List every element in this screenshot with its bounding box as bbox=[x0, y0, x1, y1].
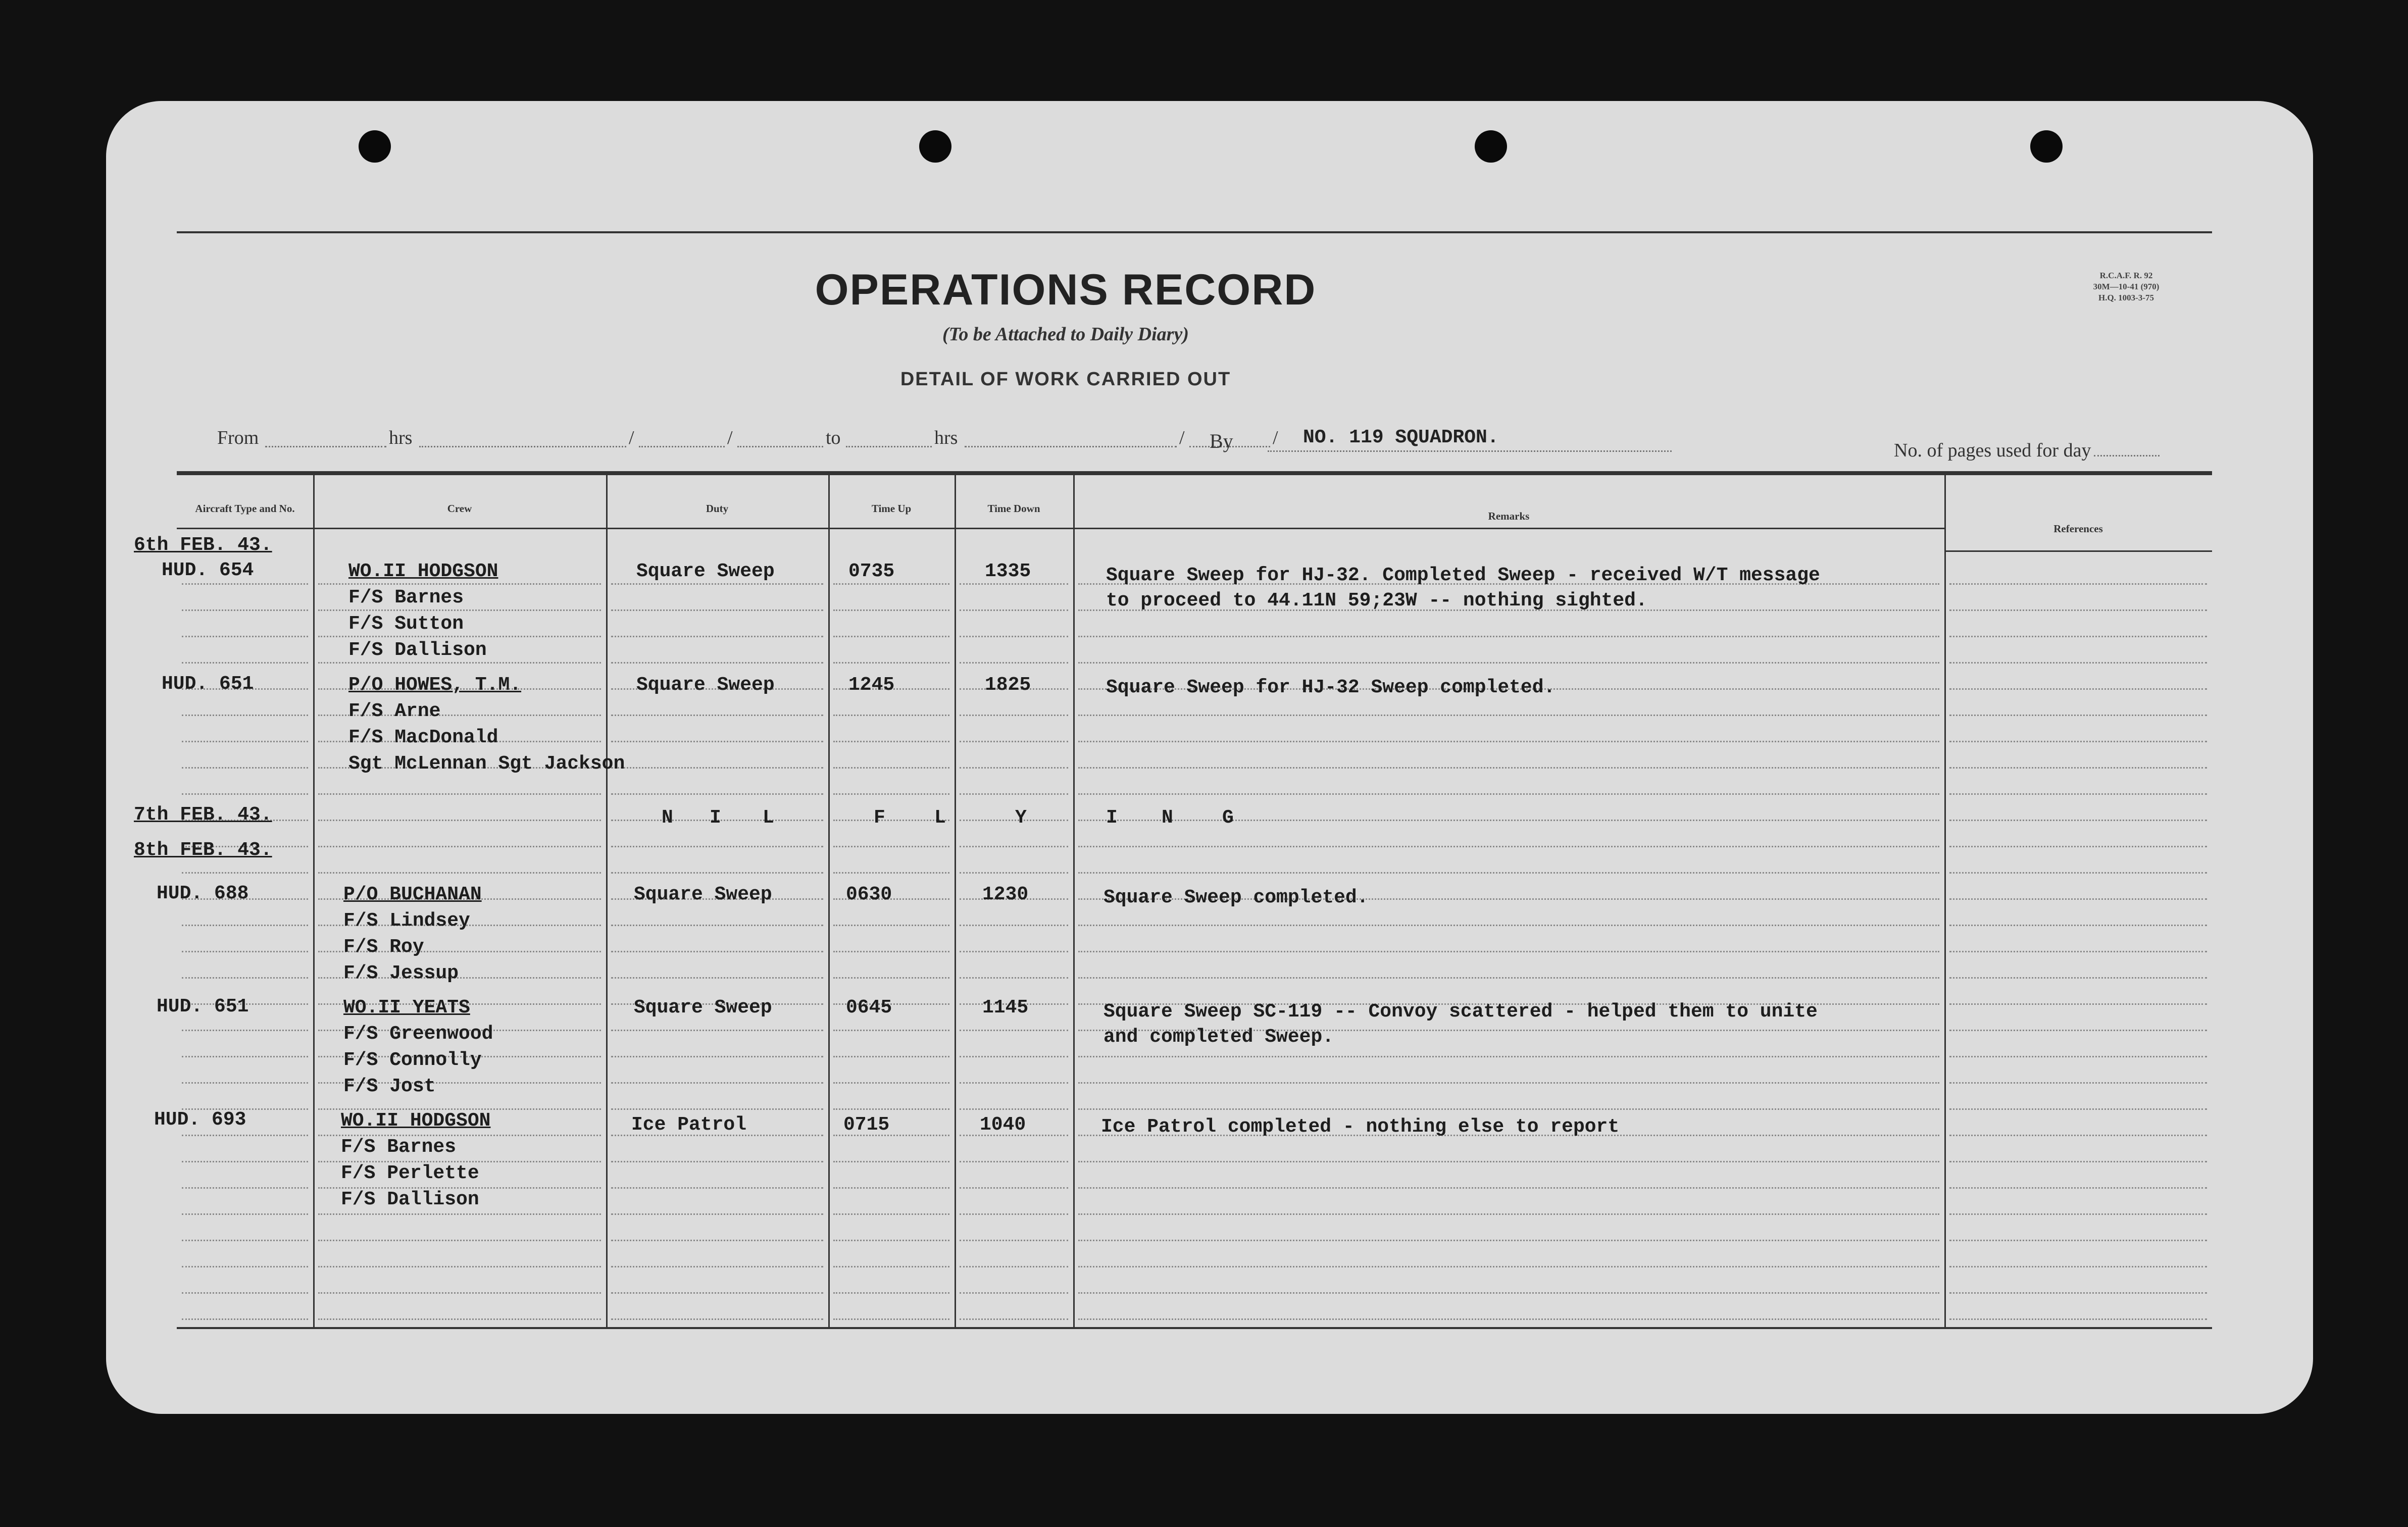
ruled-line bbox=[611, 1292, 823, 1294]
ruled-line bbox=[1078, 1108, 1939, 1110]
crew-member: F/S MacDonald bbox=[348, 727, 498, 748]
ruled-line bbox=[318, 1213, 601, 1215]
punch-hole-1 bbox=[359, 130, 391, 163]
ruled-line bbox=[1078, 715, 1939, 716]
ruled-line bbox=[833, 820, 949, 821]
ruled-line bbox=[1949, 1161, 2207, 1162]
ruled-line bbox=[1078, 636, 1939, 637]
ruled-line bbox=[182, 793, 308, 795]
ruled-line bbox=[960, 1082, 1068, 1084]
ruled-line bbox=[833, 1318, 949, 1320]
time-down: 1230 bbox=[982, 884, 1029, 905]
ruled-line bbox=[182, 1266, 308, 1267]
ruled-line bbox=[611, 793, 823, 795]
ruled-line bbox=[182, 925, 308, 926]
ruled-line bbox=[833, 846, 949, 847]
form-code bbox=[2025, 270, 2227, 303]
ruled-line bbox=[1949, 1135, 2207, 1136]
ruled-line bbox=[960, 1187, 1068, 1189]
date-slash: / bbox=[629, 427, 634, 448]
ruled-line bbox=[611, 662, 823, 664]
nil-flying-letter: L bbox=[934, 807, 946, 829]
time-down: 1145 bbox=[982, 997, 1029, 1019]
ruled-line bbox=[611, 1240, 823, 1241]
col-head-time-down: Time Down bbox=[987, 502, 1040, 515]
ruled-line bbox=[1949, 898, 2207, 900]
punch-hole-3 bbox=[1475, 130, 1507, 163]
ruled-line bbox=[318, 793, 601, 795]
ruled-line bbox=[611, 609, 823, 611]
remarks-line: Square Sweep SC-119 -- Convoy scattered - helped them to unite bbox=[1103, 1001, 1818, 1023]
ruled-line bbox=[182, 1318, 308, 1320]
ruled-line bbox=[960, 715, 1068, 716]
nil-flying-letter: F bbox=[874, 807, 885, 829]
crew-member: F/S Perlette bbox=[341, 1162, 479, 1184]
ruled-line bbox=[1078, 1187, 1939, 1189]
crew-member: F/S Arne bbox=[348, 700, 441, 722]
ruled-line bbox=[1078, 741, 1939, 742]
ruled-line bbox=[182, 1187, 308, 1189]
ruled-line bbox=[611, 1056, 823, 1057]
ruled-line bbox=[182, 741, 308, 742]
punch-hole-2 bbox=[919, 130, 951, 163]
ruled-line bbox=[833, 872, 949, 874]
time-down: 1335 bbox=[985, 561, 1031, 582]
ruled-line bbox=[833, 1082, 949, 1084]
ruled-line bbox=[1078, 1161, 1939, 1162]
remarks-line: Ice Patrol completed - nothing else to report bbox=[1101, 1116, 1620, 1138]
ruled-line bbox=[1949, 636, 2207, 637]
duty: Square Sweep bbox=[636, 561, 775, 582]
ruled-line bbox=[1078, 977, 1939, 979]
ruled-line bbox=[960, 793, 1068, 795]
crew-member: P/O BUCHANAN bbox=[343, 884, 482, 905]
ruled-line bbox=[960, 583, 1068, 585]
ruled-line bbox=[611, 741, 823, 742]
ruled-line bbox=[833, 1187, 949, 1189]
crew-member: F/S Barnes bbox=[348, 587, 464, 608]
ruled-line bbox=[833, 1030, 949, 1031]
ruled-line bbox=[1949, 1030, 2207, 1031]
ruled-line bbox=[318, 609, 601, 611]
ruled-line bbox=[182, 636, 308, 637]
date-label: 6th FEB. 43. bbox=[134, 534, 272, 556]
ruled-line bbox=[318, 1292, 601, 1294]
ruled-line bbox=[833, 793, 949, 795]
date-slash: / bbox=[1179, 427, 1185, 448]
ruled-line bbox=[182, 715, 308, 716]
ruled-line bbox=[960, 1161, 1068, 1162]
ruled-line bbox=[960, 662, 1068, 664]
table-top-rule bbox=[177, 471, 2212, 475]
ruled-line bbox=[611, 767, 823, 769]
ruled-line bbox=[1078, 1240, 1939, 1241]
ruled-line bbox=[960, 741, 1068, 742]
ruled-line bbox=[1949, 872, 2207, 874]
ruled-line bbox=[960, 951, 1068, 952]
ruled-line bbox=[611, 1213, 823, 1215]
ruled-line bbox=[1949, 1003, 2207, 1005]
ruled-line bbox=[833, 715, 949, 716]
ruled-line bbox=[611, 1187, 823, 1189]
date-label: 7th FEB. 43. bbox=[134, 804, 272, 826]
from-label: From bbox=[217, 427, 259, 448]
ruled-line bbox=[833, 1213, 949, 1215]
ruled-line bbox=[318, 1266, 601, 1267]
ruled-line bbox=[960, 1266, 1068, 1267]
ruled-line bbox=[1078, 846, 1939, 847]
ruled-line bbox=[1949, 977, 2207, 979]
col-head-duty: Duty bbox=[706, 502, 729, 515]
hrs-label: hrs bbox=[934, 427, 958, 448]
from-to-line bbox=[217, 427, 1328, 452]
ruled-line bbox=[182, 1213, 308, 1215]
ruled-line bbox=[960, 767, 1068, 769]
crew-member: F/S Dallison bbox=[348, 639, 487, 661]
time-down: 1040 bbox=[980, 1114, 1026, 1136]
form-code-line: H.Q. 1003-3-75 bbox=[2098, 293, 2154, 302]
ruled-line bbox=[1078, 767, 1939, 769]
ruled-line bbox=[182, 662, 308, 664]
ruled-line bbox=[833, 1056, 949, 1057]
nil-flying-letter: I bbox=[710, 807, 721, 829]
crew-member: F/S Jessup bbox=[343, 962, 459, 984]
ruled-line bbox=[182, 1292, 308, 1294]
ruled-line bbox=[1949, 951, 2207, 952]
col-head-aircraft: Aircraft Type and No. bbox=[195, 502, 295, 515]
crew-member: F/S Dallison bbox=[341, 1189, 479, 1210]
ruled-line bbox=[182, 1135, 308, 1136]
remarks-line: Square Sweep for HJ-32. Completed Sweep - received W/T message bbox=[1106, 565, 1820, 586]
nil-flying-letter: N bbox=[1162, 807, 1173, 829]
crew-member: WO.II YEATS bbox=[343, 997, 470, 1019]
crew-member: F/S Sutton bbox=[348, 613, 464, 635]
ruled-line bbox=[611, 951, 823, 952]
ruled-line bbox=[1949, 1292, 2207, 1294]
ruled-line bbox=[960, 1108, 1068, 1110]
ruled-line bbox=[960, 820, 1068, 821]
ruled-line bbox=[1949, 688, 2207, 690]
ruled-line bbox=[1949, 1056, 2207, 1057]
aircraft-number: HUD. 654 bbox=[162, 559, 254, 581]
ruled-line bbox=[960, 977, 1068, 979]
ruled-line bbox=[318, 820, 601, 821]
aircraft-number: HUD. 651 bbox=[162, 673, 254, 695]
ruled-line bbox=[833, 1240, 949, 1241]
ruled-line bbox=[611, 977, 823, 979]
page-title: OPERATIONS RECORD bbox=[815, 266, 1317, 314]
ruled-line bbox=[318, 636, 601, 637]
date-slash: / bbox=[727, 427, 733, 448]
ruled-line bbox=[1078, 872, 1939, 874]
header-underline bbox=[177, 528, 1944, 529]
crew-member: F/S Lindsey bbox=[343, 910, 470, 932]
ruled-line bbox=[833, 925, 949, 926]
ruled-line bbox=[182, 1056, 308, 1057]
ruled-line bbox=[1078, 820, 1939, 821]
ruled-line bbox=[1949, 1213, 2207, 1215]
page-subtitle: (To be Attached to Daily Diary) bbox=[942, 324, 1189, 345]
crew-member: P/O HOWES, T.M. bbox=[348, 674, 522, 696]
aircraft-number: HUD. 688 bbox=[157, 883, 249, 904]
ruled-line bbox=[960, 1213, 1068, 1215]
col-head-time-up: Time Up bbox=[871, 502, 912, 515]
duty: Ice Patrol bbox=[631, 1114, 747, 1136]
date-label: 8th FEB. 43. bbox=[134, 839, 272, 861]
col-head-references: References bbox=[2053, 523, 2103, 535]
time-down: 1825 bbox=[985, 674, 1031, 696]
ruled-line bbox=[1078, 793, 1939, 795]
ruled-line bbox=[960, 1292, 1068, 1294]
form-code-line: 30M—10-41 (970) bbox=[2093, 282, 2160, 291]
ruled-line bbox=[1949, 1266, 2207, 1267]
crew-member: F/S Barnes bbox=[341, 1136, 457, 1158]
ruled-line bbox=[1949, 1318, 2207, 1320]
ruled-line bbox=[182, 583, 308, 585]
hrs-label: hrs bbox=[389, 427, 413, 448]
time-up: 0630 bbox=[846, 884, 892, 905]
ruled-line bbox=[1949, 715, 2207, 716]
ruled-line bbox=[960, 1318, 1068, 1320]
ruled-line bbox=[1949, 741, 2207, 742]
ruled-line bbox=[960, 636, 1068, 637]
ruled-line bbox=[1949, 583, 2207, 585]
crew-member: F/S Roy bbox=[343, 936, 424, 958]
squadron-name: NO. 119 SQUADRON. bbox=[1268, 427, 1672, 452]
ruled-line bbox=[1949, 1187, 2207, 1189]
time-up: 0735 bbox=[848, 561, 895, 582]
ruled-line bbox=[611, 1082, 823, 1084]
nil-flying-letter: I bbox=[1106, 807, 1118, 829]
crew-member: Sgt McLennan Sgt Jackson bbox=[348, 753, 625, 775]
ruled-line bbox=[1949, 1240, 2207, 1241]
ruled-line bbox=[182, 1240, 308, 1241]
detail-heading: DETAIL OF WORK CARRIED OUT bbox=[900, 369, 1231, 390]
ruled-line bbox=[833, 609, 949, 611]
ruled-line bbox=[1078, 1213, 1939, 1215]
ruled-line bbox=[960, 846, 1068, 847]
top-rule bbox=[177, 231, 2212, 233]
operations-record-form bbox=[106, 101, 2313, 1414]
ruled-line bbox=[1078, 1056, 1939, 1057]
ruled-line bbox=[833, 1292, 949, 1294]
ruled-line bbox=[182, 977, 308, 979]
aircraft-number: HUD. 651 bbox=[157, 996, 249, 1017]
pages-used-label: No. of pages used for day bbox=[1894, 439, 2160, 462]
table-bottom-rule bbox=[177, 1327, 2212, 1329]
ruled-line bbox=[960, 872, 1068, 874]
ruled-line bbox=[182, 1082, 308, 1084]
crew-member: WO.II HODGSON bbox=[341, 1110, 491, 1132]
ruled-line bbox=[1078, 1266, 1939, 1267]
ruled-line bbox=[1949, 846, 2207, 847]
date-slash: / bbox=[1273, 427, 1278, 448]
time-up: 0715 bbox=[843, 1114, 890, 1136]
ruled-line bbox=[833, 583, 949, 585]
ruled-line bbox=[833, 1108, 949, 1110]
ruled-line bbox=[1078, 662, 1939, 664]
ruled-line bbox=[960, 1030, 1068, 1031]
ruled-line bbox=[833, 636, 949, 637]
ruled-line bbox=[611, 715, 823, 716]
form-code-line: R.C.A.F. R. 92 bbox=[2099, 271, 2153, 280]
ruled-line bbox=[611, 1030, 823, 1031]
punch-hole-4 bbox=[2030, 130, 2063, 163]
ruled-line bbox=[1078, 951, 1939, 952]
ruled-line bbox=[833, 767, 949, 769]
remarks-line: Square Sweep completed. bbox=[1103, 887, 1369, 908]
ruled-line bbox=[833, 1161, 949, 1162]
ruled-line bbox=[182, 951, 308, 952]
nil-flying-letter: Y bbox=[1015, 807, 1027, 829]
references-underline bbox=[1944, 550, 2212, 552]
ruled-line bbox=[833, 1266, 949, 1267]
time-up: 0645 bbox=[846, 997, 892, 1019]
ruled-line bbox=[1949, 662, 2207, 664]
ruled-line bbox=[1078, 1292, 1939, 1294]
ruled-line bbox=[611, 1161, 823, 1162]
ruled-line bbox=[182, 1161, 308, 1162]
ruled-line bbox=[1949, 1108, 2207, 1110]
ruled-line bbox=[611, 925, 823, 926]
ruled-line bbox=[318, 872, 601, 874]
ruled-line bbox=[318, 1318, 601, 1320]
ruled-line bbox=[611, 846, 823, 847]
ruled-line bbox=[182, 767, 308, 769]
crew-member: F/S Jost bbox=[343, 1076, 436, 1097]
by-label: By bbox=[1210, 430, 1233, 452]
ruled-line bbox=[1078, 925, 1939, 926]
ruled-line bbox=[960, 609, 1068, 611]
ruled-line bbox=[611, 1266, 823, 1267]
ruled-line bbox=[960, 1240, 1068, 1241]
to-label: to bbox=[826, 427, 841, 448]
ruled-line bbox=[182, 872, 308, 874]
ruled-line bbox=[1949, 925, 2207, 926]
ruled-line bbox=[318, 846, 601, 847]
duty: Square Sweep bbox=[634, 884, 772, 905]
ruled-line bbox=[318, 662, 601, 664]
ruled-line bbox=[960, 925, 1068, 926]
ruled-line bbox=[318, 1240, 601, 1241]
ruled-line bbox=[611, 872, 823, 874]
col-head-remarks: Remarks bbox=[1488, 510, 1530, 522]
ruled-line bbox=[1078, 1082, 1939, 1084]
crew-member: F/S Greenwood bbox=[343, 1023, 493, 1045]
ruled-line bbox=[833, 662, 949, 664]
col-head-crew: Crew bbox=[447, 502, 472, 515]
crew-member: WO.II HODGSON bbox=[348, 561, 498, 582]
ruled-line bbox=[318, 583, 601, 585]
ruled-line bbox=[1949, 609, 2207, 611]
ruled-line bbox=[833, 977, 949, 979]
ruled-line bbox=[1949, 793, 2207, 795]
aircraft-number: HUD. 693 bbox=[154, 1109, 246, 1131]
ruled-line bbox=[611, 583, 823, 585]
nil-flying-letter: L bbox=[763, 807, 774, 829]
nil-flying-letter: N bbox=[662, 807, 673, 829]
ruled-line bbox=[1949, 767, 2207, 769]
ruled-line bbox=[611, 636, 823, 637]
remarks-line: Square Sweep for HJ-32 Sweep completed. bbox=[1106, 677, 1556, 698]
duty: Square Sweep bbox=[634, 997, 772, 1019]
remarks-line: to proceed to 44.11N 59;23W -- nothing sighted. bbox=[1106, 590, 1647, 612]
ruled-line bbox=[182, 609, 308, 611]
crew-member: F/S Connolly bbox=[343, 1049, 482, 1071]
ruled-line bbox=[182, 1030, 308, 1031]
ruled-line bbox=[611, 1318, 823, 1320]
ruled-line bbox=[611, 1108, 823, 1110]
ruled-line bbox=[1078, 1318, 1939, 1320]
ruled-line bbox=[960, 1056, 1068, 1057]
time-up: 1245 bbox=[848, 674, 895, 696]
remarks-line: and completed Sweep. bbox=[1103, 1026, 1334, 1048]
nil-flying-letter: G bbox=[1222, 807, 1234, 829]
ruled-line bbox=[1949, 820, 2207, 821]
duty: Square Sweep bbox=[636, 674, 775, 696]
ruled-line bbox=[833, 951, 949, 952]
ruled-line bbox=[833, 741, 949, 742]
ruled-line bbox=[1949, 1082, 2207, 1084]
